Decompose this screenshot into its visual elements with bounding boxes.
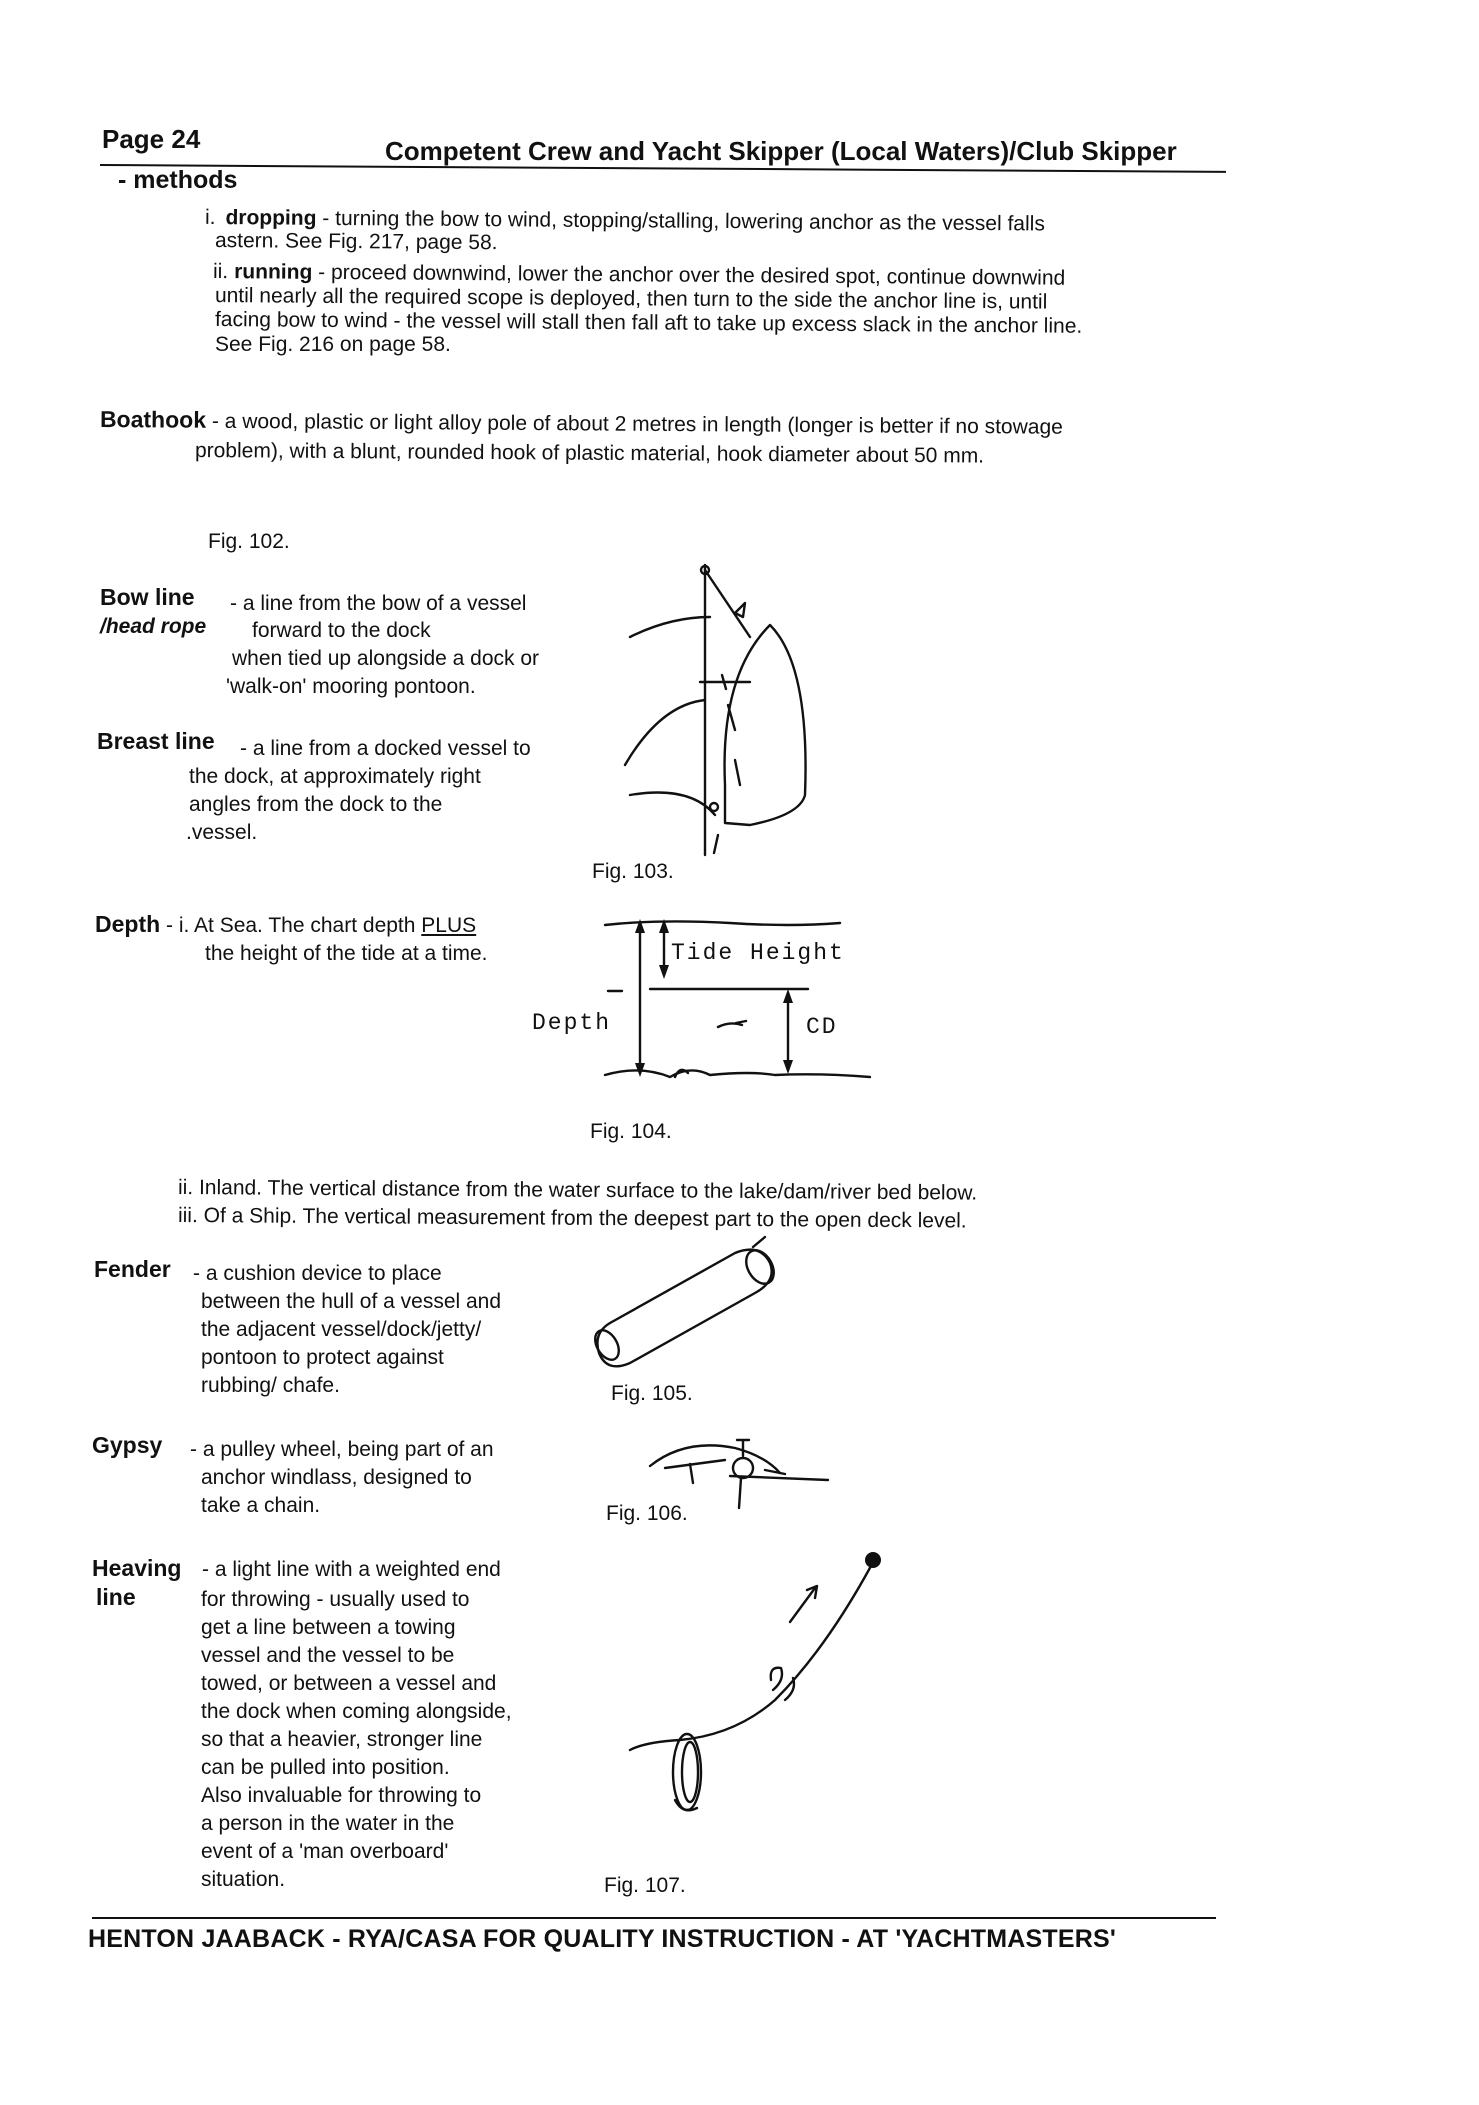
running-number: ii. xyxy=(212,260,229,284)
breastline-text-3: angles from the dock to the xyxy=(189,793,443,816)
fig-107-heaving-line-drawing xyxy=(625,1540,895,1830)
dropping-text-1: - turning the bow to wind, stopping/stalling, lowering anchor as the vessel falls xyxy=(322,206,1045,236)
heaving-text-7: so that a heavier, stronger line xyxy=(201,1728,483,1751)
heaving-text-4: vessel and the vessel to be xyxy=(201,1644,455,1667)
cd-arrow-top xyxy=(783,989,793,1003)
heaving-text-12: situation. xyxy=(201,1868,286,1891)
gypsy-term: Gypsy xyxy=(92,1432,163,1458)
bow-line-leader xyxy=(630,617,710,637)
depth-inland: ii. Inland. The vertical distance from the water surface to the lake/dam/river bed below. xyxy=(177,1176,978,1205)
depth-ship: iii. Of a Ship. The vertical measurement from the deepest part to the open deck level. xyxy=(177,1204,967,1233)
depth-text-1: - i. At Sea. The chart depth xyxy=(166,914,416,937)
windlass-base xyxy=(665,1460,725,1483)
chain-links xyxy=(765,1470,785,1474)
fig-103-docking-lines-diagram xyxy=(610,555,825,865)
vessel-hull xyxy=(725,625,806,825)
heaving-text-10: a person in the water in the xyxy=(201,1812,455,1835)
throw-direction-arrow xyxy=(790,1586,817,1622)
bowline-text-3: when tied up alongside a dock or xyxy=(232,647,540,670)
dropping-number: i. xyxy=(204,205,216,230)
fish-icon xyxy=(718,1021,746,1027)
running-title: Competent Crew and Yacht Skipper (Local Waters)/Club Skipper xyxy=(385,136,1177,166)
depth-text-2: the height of the tide at a time. xyxy=(205,942,488,965)
stern-line-leader xyxy=(630,793,715,816)
coil-inner xyxy=(682,1742,698,1802)
breastline-term: Breast line xyxy=(97,728,215,754)
chain-arc xyxy=(650,1445,780,1473)
breastline-text-1: - a line from a docked vessel to xyxy=(240,737,531,760)
heaving-text-2: for throwing - usually used to xyxy=(201,1588,470,1611)
fig-107-caption: Fig. 107. xyxy=(604,1874,686,1897)
depth-plus: PLUS xyxy=(421,914,477,937)
fig-102-caption: Fig. 102. xyxy=(208,530,290,553)
breastline-text-2: the dock, at approximately right xyxy=(189,765,481,788)
spring-dashes xyxy=(728,705,740,785)
fender-text-2: between the hull of a vessel and xyxy=(201,1290,502,1313)
heaving-text-5: towed, or between a vessel and xyxy=(201,1672,497,1695)
bowline-text-2: forward to the dock xyxy=(252,619,431,642)
stern-cleat xyxy=(710,803,718,811)
running-text-4: See Fig. 216 on page 58. xyxy=(215,333,451,356)
page-number: Page 24 xyxy=(102,124,201,154)
gypsy-text-1: - a pulley wheel, being part of an xyxy=(190,1438,494,1461)
seabed-rock xyxy=(675,1070,688,1077)
gypsy-wheel xyxy=(733,1458,753,1478)
fender-text-4: pontoon to protect against xyxy=(201,1346,444,1369)
fender-rope xyxy=(753,1237,765,1247)
dropping-text-2: astern. See Fig. 217, page 58. xyxy=(214,229,498,255)
running-text-1: - proceed downwind, lower the anchor over the desired spot, continue downwind xyxy=(318,260,1066,290)
heaving-text-6: the dock when coming alongside, xyxy=(201,1700,512,1723)
fig-105-fender-drawing xyxy=(585,1235,800,1375)
bow-line-arrow xyxy=(735,603,745,617)
depth-term: Depth xyxy=(95,911,161,937)
fig-106-caption: Fig. 106. xyxy=(606,1502,688,1525)
bowline-term-2: /head rope xyxy=(100,615,207,638)
heaving-text-9: Also invaluable for throwing to xyxy=(201,1784,482,1807)
line-loop-1 xyxy=(771,1668,782,1690)
weighted-end xyxy=(865,1552,881,1568)
boathook-text-2: problem), with a blunt, rounded hook of plastic material, hook diameter about 50 mm. xyxy=(194,439,985,468)
heaving-text-8: can be pulled into position. xyxy=(201,1756,450,1779)
seabed-line xyxy=(605,1070,870,1077)
tide-arrow-bottom xyxy=(659,965,669,979)
heaving-term: Heaving xyxy=(92,1555,182,1581)
dock-tick xyxy=(714,835,718,853)
fender-eye xyxy=(590,1326,623,1364)
fender-text-1: - a cushion device to place xyxy=(193,1262,442,1285)
heaving-text-11: event of a 'man overboard' xyxy=(201,1840,449,1863)
fender-end-cap xyxy=(741,1245,780,1288)
fig-104-depth-diagram xyxy=(600,905,880,1090)
breastline-text-4: .vessel. xyxy=(186,821,258,844)
fender-body xyxy=(597,1250,771,1367)
heaving-text-1: - a light line with a weighted end xyxy=(202,1558,501,1581)
gypsy-text-2: anchor windlass, designed to xyxy=(201,1466,472,1489)
boathook-entry xyxy=(100,405,1063,442)
cd-arrow-bottom xyxy=(783,1060,793,1074)
chain-drop xyxy=(739,1478,741,1508)
fig-105-caption: Fig. 105. xyxy=(611,1382,693,1405)
bowline-text-1: - a line from the bow of a vessel xyxy=(230,592,527,615)
boathook-text-1: - a wood, plastic or light alloy pole of about 2 metres in length (longer is better if no stowage xyxy=(211,409,1063,439)
footer-text: HENTON JAABACK - RYA/CASA FOR QUALITY INSTRUCTION - AT 'YACHTMASTERS' xyxy=(88,1925,1117,1953)
fig-104-caption: Fig. 104. xyxy=(590,1120,672,1143)
methods-heading: - methods xyxy=(118,166,238,194)
bowline-text-4: 'walk-on' mooring pontoon. xyxy=(226,675,476,698)
dropping-term: dropping xyxy=(225,206,317,230)
boathook-term: Boathook xyxy=(99,406,207,433)
fender-text-3: the adjacent vessel/dock/jetty/ xyxy=(201,1318,482,1341)
depth-label: Depth xyxy=(532,1010,612,1036)
breast-line-leader xyxy=(625,700,705,765)
fender-term: Fender xyxy=(94,1256,171,1282)
fig-103-caption: Fig. 103. xyxy=(592,860,674,883)
tide-height-label: Tide Height xyxy=(671,940,845,966)
running-text-2: until nearly all the required scope is deployed, then turn to the side the anchor line is, until xyxy=(214,284,1048,314)
depth-entry xyxy=(95,910,476,940)
bowline-term: Bow line xyxy=(100,584,195,610)
footer-rule xyxy=(92,1917,1216,1919)
cd-label: CD xyxy=(806,1014,838,1040)
gypsy-text-3: take a chain. xyxy=(201,1494,321,1517)
thrown-line xyxy=(630,1566,871,1750)
running-term: running xyxy=(234,260,313,284)
heaving-text-3: get a line between a towing xyxy=(201,1616,456,1639)
heaving-term-2: line xyxy=(96,1584,136,1610)
fender-text-5: rubbing/ chafe. xyxy=(201,1374,340,1397)
running-text-3: facing bow to wind - the vessel will stall then fall aft to take up excess slack in the anchor line. xyxy=(214,308,1083,338)
